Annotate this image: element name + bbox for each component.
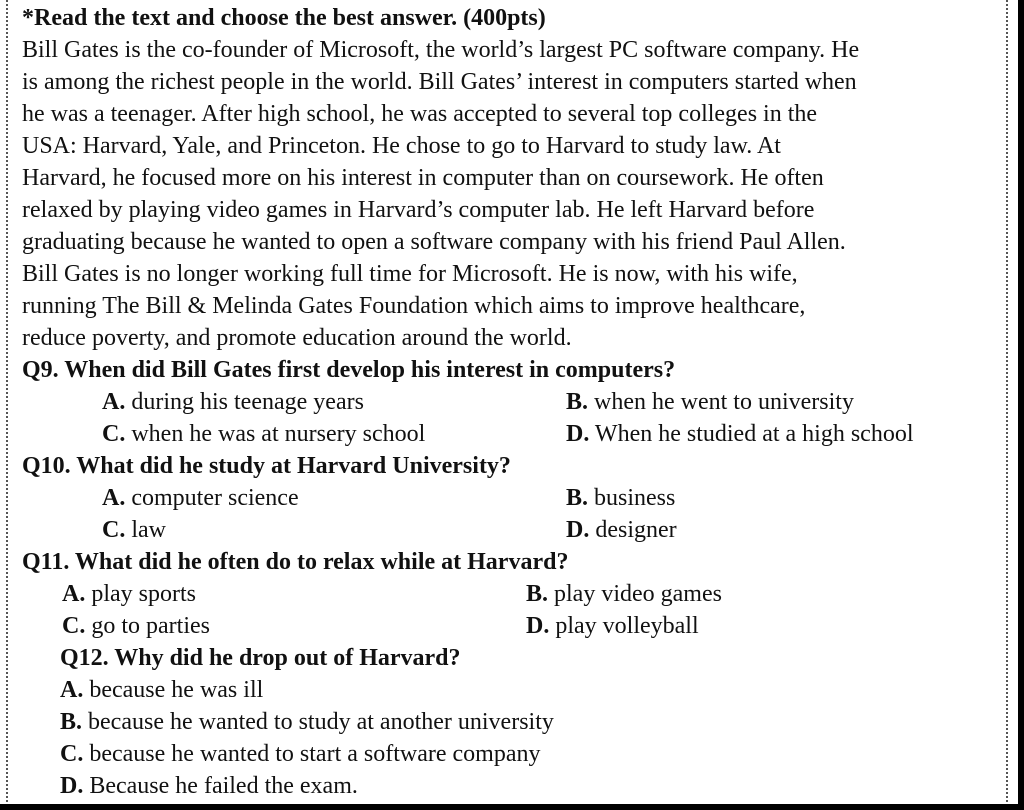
option-letter: C.	[102, 517, 126, 543]
question-title: Q10. What did he study at Harvard University?	[22, 453, 511, 479]
question-title: Q9. When did Bill Gates first develop his interest in computers?	[22, 357, 676, 383]
option-letter: B.	[566, 485, 589, 511]
option-text: business	[588, 485, 676, 511]
option-letter: A.	[60, 677, 84, 703]
option-letter: C.	[60, 741, 84, 767]
option-letter: D.	[526, 613, 550, 639]
option-a[interactable]	[22, 482, 566, 514]
option-d[interactable]	[566, 514, 677, 546]
option-text: when he went to university	[588, 389, 854, 415]
option-text: Because he failed the exam.	[83, 773, 358, 799]
option-a[interactable]	[22, 674, 1012, 706]
option-b[interactable]	[526, 578, 722, 610]
option-letter: A.	[102, 389, 126, 415]
option-d[interactable]	[526, 610, 699, 642]
passage-line: is among the richest people in the world. Bill Gates’ interest in computers started when	[22, 69, 857, 95]
option-text: play sports	[85, 581, 197, 607]
option-c[interactable]	[22, 610, 526, 642]
option-text: because he wanted to start a software company	[83, 741, 541, 767]
option-c[interactable]	[22, 738, 1012, 770]
option-b[interactable]	[22, 706, 1012, 738]
question-q11	[22, 546, 1012, 642]
passage-line: he was a teenager. After high school, he was accepted to several top colleges in the	[22, 101, 818, 127]
option-letter: A.	[102, 485, 126, 511]
passage-line: graduating because he wanted to open a software company with his friend Paul Allen.	[22, 229, 846, 255]
option-letter: B.	[526, 581, 549, 607]
option-letter: C.	[62, 613, 86, 639]
passage-line: relaxed by playing video games in Harvard’s computer lab. He left Harvard before	[22, 197, 815, 223]
option-c[interactable]	[22, 418, 566, 450]
question-title: Q11. What did he often do to relax while at Harvard?	[22, 549, 569, 575]
option-b[interactable]	[566, 386, 854, 418]
option-text: because he wanted to study at another university	[82, 709, 554, 735]
option-a[interactable]	[22, 578, 526, 610]
option-text: play volleyball	[549, 613, 699, 639]
option-letter: D.	[60, 773, 84, 799]
option-text: during his teenage years	[125, 389, 364, 415]
worksheet	[22, 0, 1012, 802]
question-q12	[22, 642, 1012, 802]
option-d[interactable]	[22, 770, 1012, 802]
option-text: When he studied at a high school	[589, 421, 914, 447]
page-edge-right	[1018, 0, 1024, 810]
option-letter: B.	[566, 389, 589, 415]
option-text: when he was at nursery school	[125, 421, 426, 447]
option-letter: C.	[102, 421, 126, 447]
option-letter: D.	[566, 421, 590, 447]
option-letter: A.	[62, 581, 86, 607]
option-text: play video games	[548, 581, 722, 607]
passage-line: Bill Gates is the co-founder of Microsoft, the world’s largest PC software company. He	[22, 37, 860, 63]
page-edge-bottom	[0, 804, 1024, 810]
question-q10	[22, 450, 1012, 546]
option-c[interactable]	[22, 514, 566, 546]
option-letter: B.	[60, 709, 83, 735]
question-q9	[22, 354, 1012, 450]
option-d[interactable]	[566, 418, 914, 450]
question-title: Q12. Why did he drop out of Harvard?	[60, 645, 461, 671]
passage-line: Harvard, he focused more on his interest in computer than on coursework. He often	[22, 165, 824, 191]
passage-line: running The Bill & Melinda Gates Foundation which aims to improve healthcare,	[22, 293, 806, 319]
passage-line: Bill Gates is no longer working full time for Microsoft. He is now, with his wife,	[22, 261, 798, 287]
passage-line: USA: Harvard, Yale, and Princeton. He chose to go to Harvard to study law. At	[22, 133, 781, 159]
option-text: go to parties	[85, 613, 210, 639]
option-text: because he was ill	[83, 677, 264, 703]
option-text: computer science	[125, 485, 299, 511]
page-border-left	[6, 0, 8, 810]
option-letter: D.	[566, 517, 590, 543]
passage-line: reduce poverty, and promote education around the world.	[22, 325, 572, 351]
instruction-heading: *Read the text and choose the best answer. (400pts)	[22, 5, 546, 31]
option-b[interactable]	[566, 482, 675, 514]
option-text: law	[125, 517, 166, 543]
option-text: designer	[589, 517, 677, 543]
option-a[interactable]	[22, 386, 566, 418]
reading-passage	[22, 34, 1012, 354]
